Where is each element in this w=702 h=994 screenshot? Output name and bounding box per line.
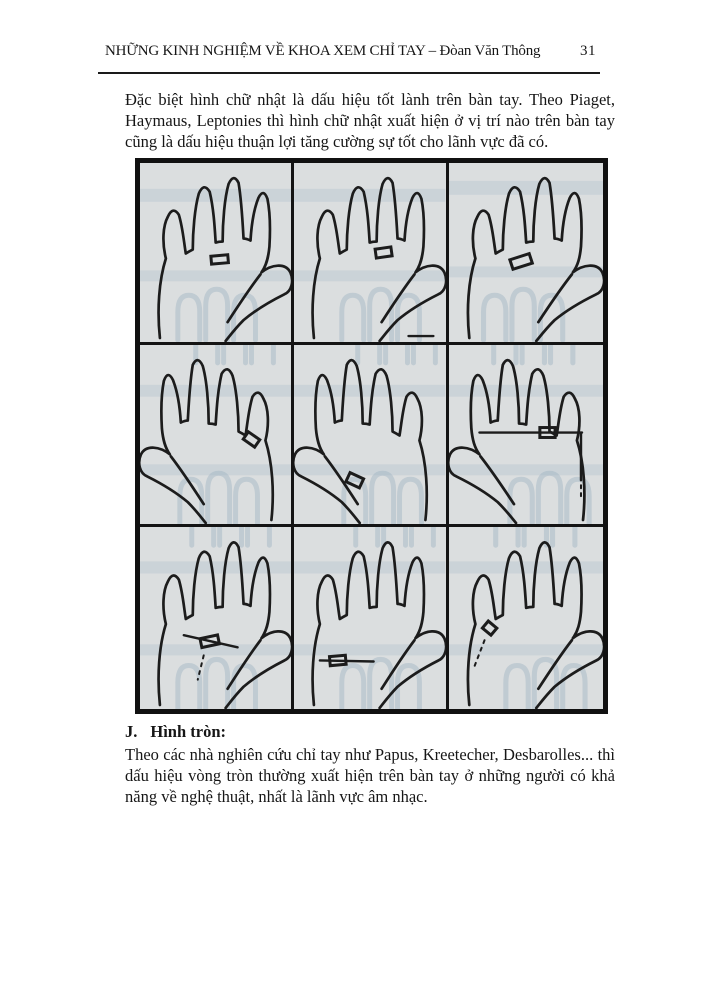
rect-mark [320, 655, 374, 665]
figure-cell-r3c2 [294, 527, 448, 709]
running-title: NHỮNG KINH NGHIỆM VỀ KHOA XEM CHỈ TAY – Đòan Văn Thông [105, 43, 541, 59]
section-label: J. [125, 722, 138, 741]
palm-diagram-grid [135, 158, 608, 714]
rect-mark [474, 621, 496, 666]
page-header [98, 41, 600, 61]
figure-cell-r3c1 [140, 527, 294, 709]
figure-cell-r3c3 [449, 527, 603, 709]
section-title: Hình tròn: [150, 722, 227, 741]
hand-drawing [313, 178, 446, 341]
figure-cell-r1c3 [449, 163, 603, 345]
figure-cell-r1c1 [140, 163, 294, 345]
header-rule [98, 72, 600, 74]
section-heading [125, 721, 615, 743]
figure-cell-r1c2 [294, 163, 448, 345]
rect-mark [211, 255, 229, 264]
hand-drawing [294, 360, 427, 523]
page-number: 31 [580, 43, 596, 59]
hand-drawing [449, 360, 584, 523]
section-paragraph: Theo các nhà nghiên cứu chỉ tay như Papus, Kreetecher, Desbarolles... thì dấu hiệu vòng tròn thường xuất hiện trên bàn tay ở những người có khả năng về nghệ thuật, nhất là lãnh vực âm nhạc. [125, 745, 615, 806]
rect-mark [243, 432, 260, 447]
figure-cell-r2c3 [449, 345, 603, 527]
figure-cell-r2c2 [294, 345, 448, 527]
intro-paragraph: Đặc biệt hình chữ nhật là dấu hiệu tốt lành trên bàn tay. Theo Piaget, Haymaus, Leptonies thì hình chữ nhật xuất hiện ở vị trí nào trên bàn tay cũng là dấu hiệu thuận lợi tăng cường sự tốt cho lãnh vực đã có. [125, 90, 615, 151]
figure-cell-r2c1 [140, 345, 294, 527]
